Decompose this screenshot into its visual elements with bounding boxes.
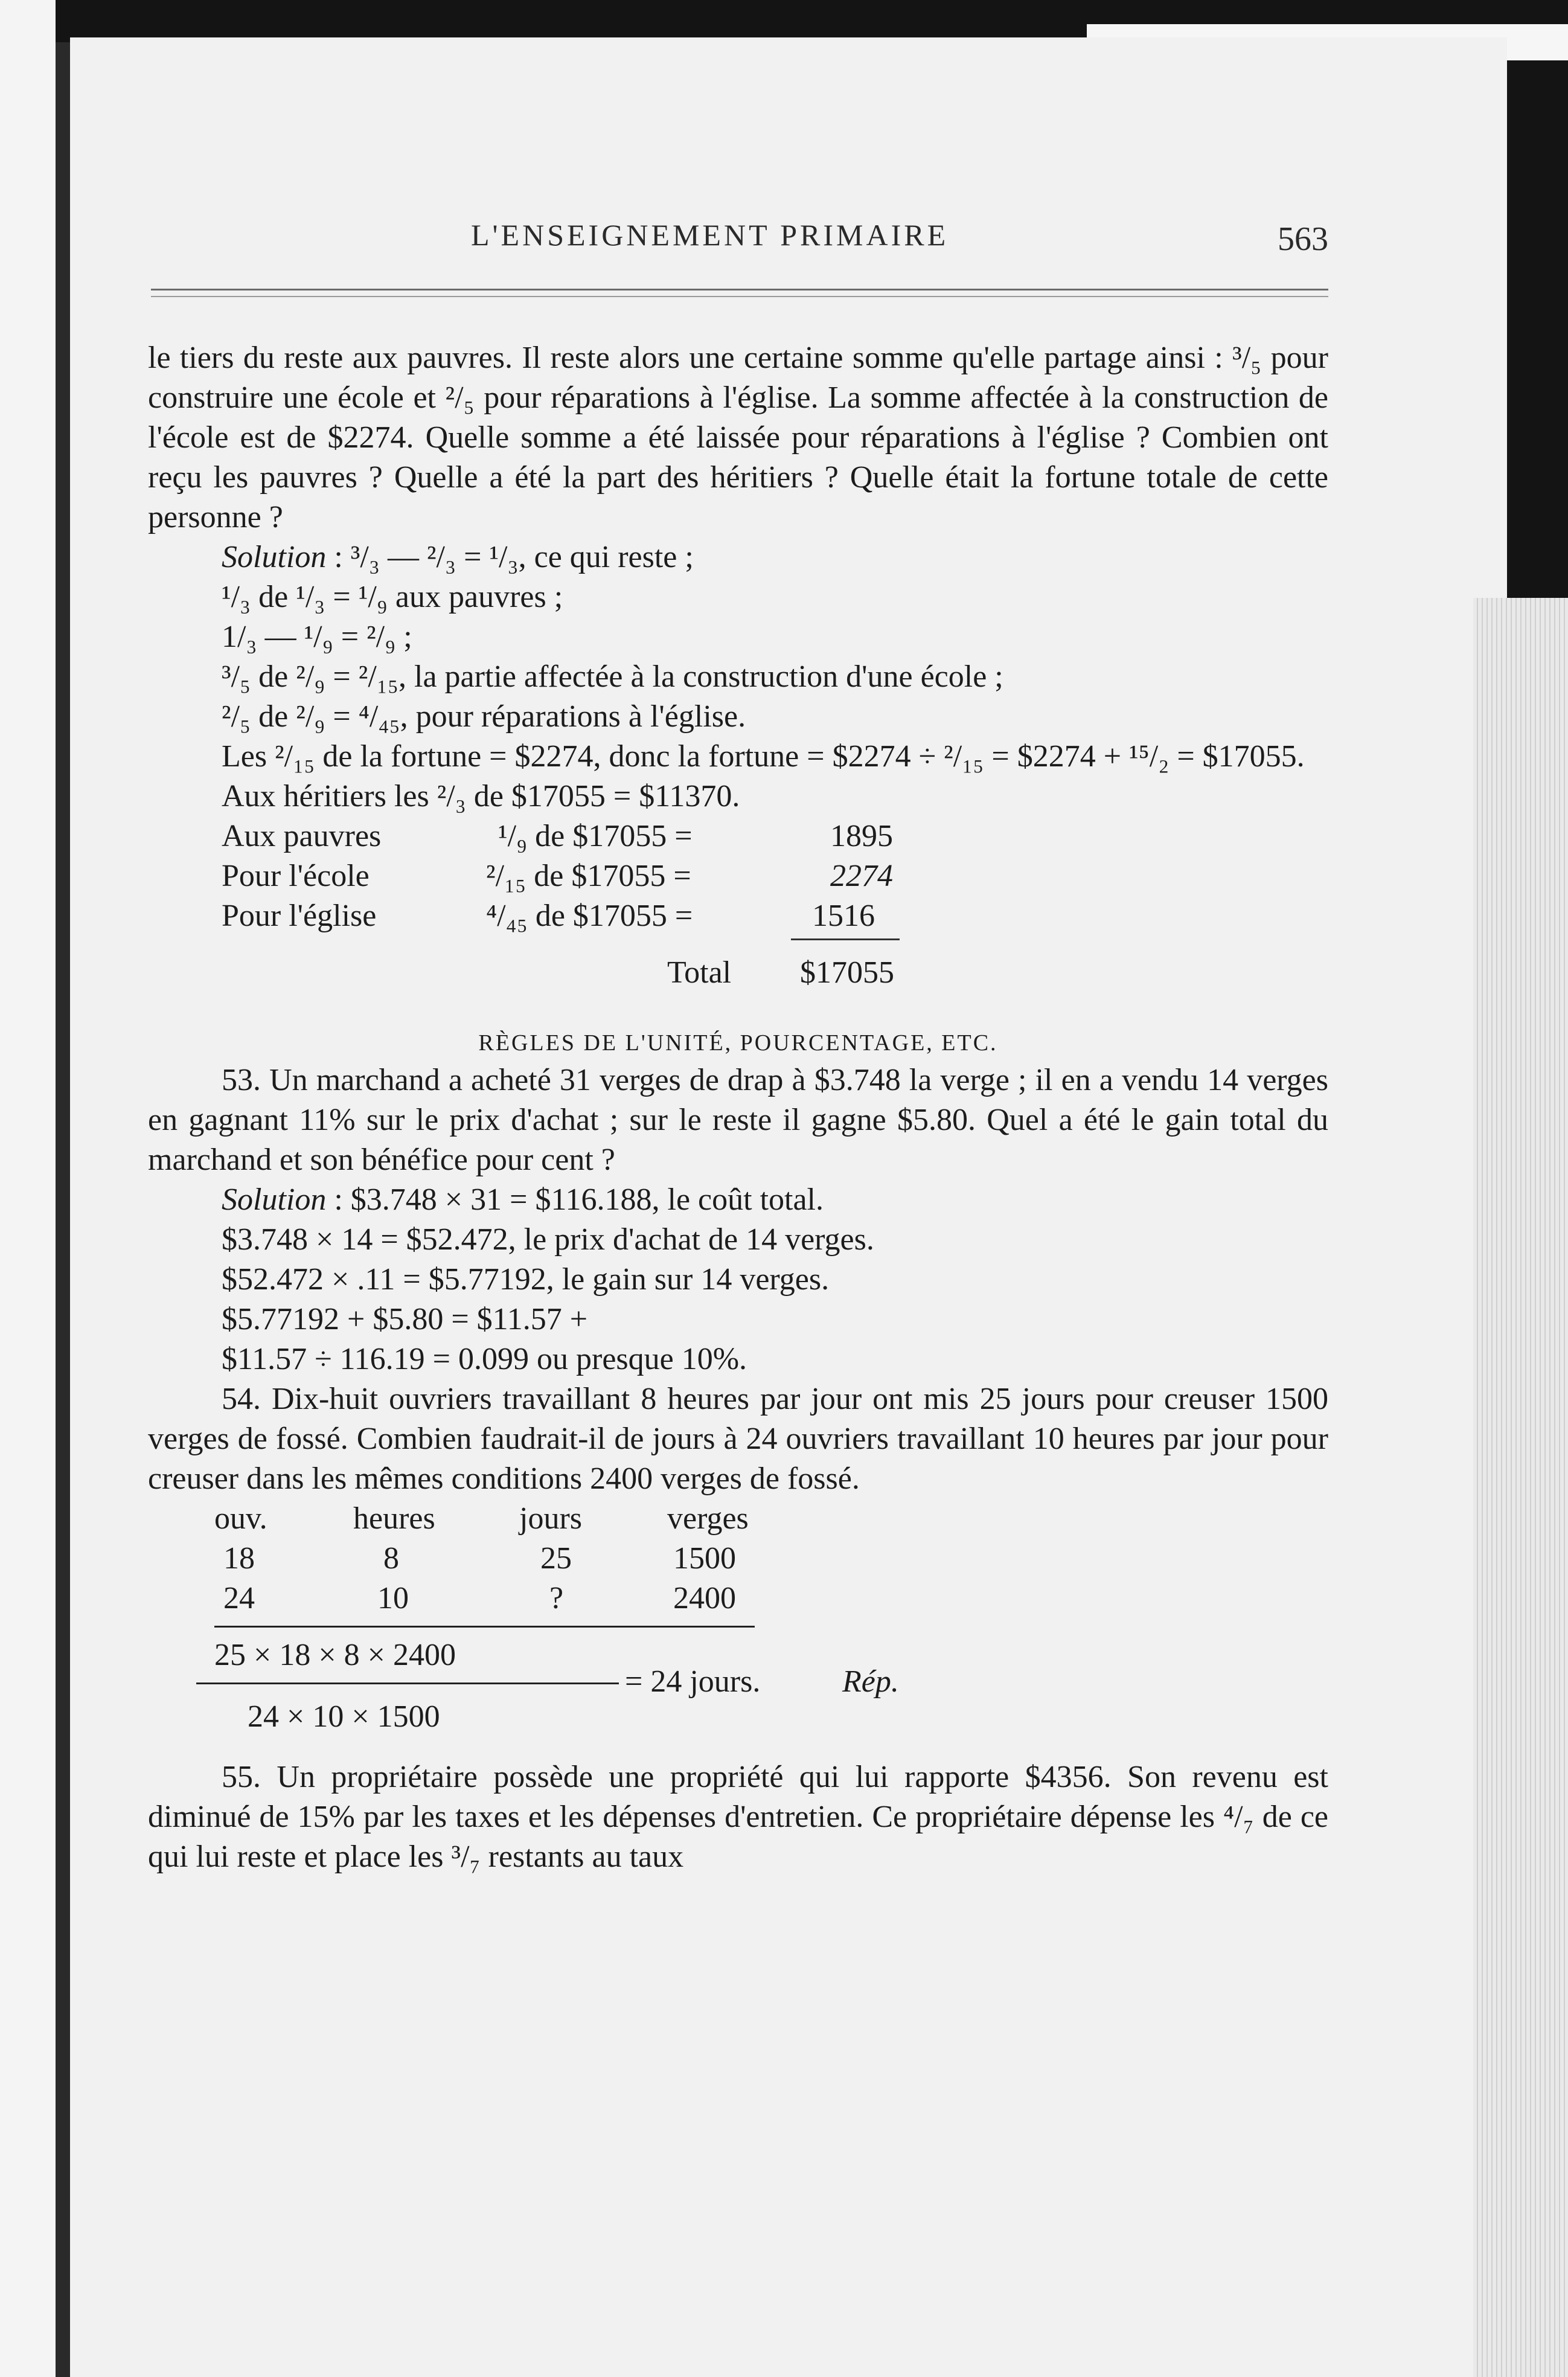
header-rule-thin [151, 296, 1328, 297]
table-header-row [148, 1499, 1328, 1539]
solution-line [148, 537, 1328, 577]
table-cell: ? [549, 1581, 564, 1615]
answer-label: Rép. [842, 1664, 899, 1699]
total-label: Total [667, 955, 732, 990]
share-fraction: ¹/₉ de $17055 = [498, 819, 693, 853]
col-header: ouv. [214, 1501, 267, 1536]
share-label: Pour l'église [222, 899, 377, 933]
solution-line: $11.57 ÷ 116.19 = 0.099 ou presque 10%. [222, 1342, 747, 1376]
share-amount: 1895 [830, 819, 893, 853]
solution-label: Solution [222, 1182, 327, 1217]
table-row [148, 1579, 1328, 1618]
page-body [148, 338, 1328, 1877]
solution-line: ¹/₃ de ¹/₃ = ¹/₉ aux pauvres ; [222, 580, 563, 614]
scan-gutter [56, 42, 70, 2377]
col-header: jours [519, 1501, 582, 1536]
section-heading: RÈGLES DE L'UNITÉ, POURCENTAGE, ETC. [478, 1030, 998, 1056]
col-header: heures [353, 1501, 435, 1536]
solution-text: : $3.748 × 31 = $116.188, le coût total. [326, 1182, 824, 1217]
problem-52-text: le tiers du reste aux pauvres. Il reste alors une certaine somme qu'elle partage ainsi : ³/₅ pour construire une école et ²/₅ pour réparations à l'église. La somme affectée à la construction de l'école est de $2274. Quelle somme a été laissée pour réparations à l'église ? Combien ont reçu les pauvres ? Quelle a été la part des héritiers ? Quelle était la fortune totale de cette personne ? [148, 341, 1328, 534]
table-row [148, 1539, 1328, 1579]
fraction-block [148, 1618, 1328, 1757]
fraction-result: = 24 jours. [625, 1664, 761, 1699]
problem-55-text: 55. Un propriétaire possède une propriété qui lui rapporte $4356. Son revenu est diminué de 15% par les taxes et les dépenses d'entretien. Ce propriétaire dépense les ⁴/₇ de ce qui lui reste et place les ³/₇ restants au taux [148, 1760, 1328, 1874]
solution-text: : ³/₃ — ²/₃ = ¹/₃, ce qui reste ; [326, 540, 694, 574]
table-cell: 2400 [673, 1581, 736, 1615]
solution-line: ²/₅ de ²/₉ = ⁴/₄₅, pour réparations à l'église. [222, 699, 746, 734]
share-row [148, 856, 1328, 896]
table-cell: 8 [383, 1541, 399, 1576]
share-label: Pour l'école [222, 859, 370, 893]
fortune-text: Les ²/₁₅ de la fortune = $2274, donc la fortune = $2274 ÷ ²/₁₅ = $2274 + ¹⁵/₂ = $17055. [222, 739, 1305, 774]
share-fraction: ⁴/₄₅ de $17055 = [486, 899, 693, 933]
solution-line: $52.472 × .11 = $5.77192, le gain sur 14 verges. [222, 1262, 830, 1297]
fraction-bar [196, 1683, 619, 1684]
table-rule [214, 1626, 755, 1628]
solution-label: Solution [222, 540, 327, 574]
table-cell: 10 [377, 1581, 409, 1615]
total-rule [791, 938, 900, 940]
heirs-line: Aux héritiers les ²/₃ de $17055 = $11370. [222, 779, 740, 813]
share-label: Aux pauvres [222, 819, 382, 853]
solution-line: ³/₅ de ²/₉ = ²/₁₅, la partie affectée à la construction d'une école ; [222, 659, 1003, 694]
running-header [151, 217, 1328, 278]
fraction-denominator: 24 × 10 × 1500 [248, 1699, 440, 1734]
solution-line: $5.77192 + $5.80 = $11.57 + [222, 1302, 588, 1336]
problem-53-text: 53. Un marchand a acheté 31 verges de drap à $3.748 la verge ; il en a vendu 14 verges en gagnant 11% sur le prix d'achat ; sur le reste il gagne $5.80. Quel a été le gain total du marchand et son bénéfice pour cent ? [148, 1063, 1328, 1177]
total-amount: $17055 [800, 955, 894, 990]
running-title: L'ENSEIGNEMENT PRIMAIRE [471, 218, 949, 252]
share-amount: 2274 [830, 859, 893, 893]
header-rule [151, 289, 1328, 290]
table-cell: 24 [223, 1581, 255, 1615]
fortune-line [148, 737, 1328, 777]
solution-line: $3.748 × 14 = $52.472, le prix d'achat de 14 verges. [222, 1222, 874, 1257]
share-row [148, 816, 1328, 856]
problem-54-text: 54. Dix-huit ouvriers travaillant 8 heures par jour ont mis 25 jours pour creuser 1500 verges de fossé. Combien faudrait-il de jours à 24 ouvriers travaillant 10 heures par jour pour creuser dans les mêmes conditions 2400 verges de fossé. [148, 1382, 1328, 1496]
table-cell: 25 [540, 1541, 572, 1576]
fraction-numerator: 25 × 18 × 8 × 2400 [214, 1638, 456, 1672]
share-amount: 1516 [812, 899, 875, 933]
solution-line [148, 1180, 1328, 1220]
total-row [148, 936, 1328, 994]
page-edges [1473, 598, 1568, 2377]
share-fraction: ²/₁₅ de $17055 = [486, 859, 691, 893]
share-row [148, 896, 1328, 936]
table-cell: 18 [223, 1541, 255, 1576]
col-header: verges [667, 1501, 749, 1536]
scan-left-margin [0, 0, 56, 2377]
section-heading-block [148, 994, 1328, 1060]
solution-line: 1/₃ — ¹/₉ = ²/₉ ; [222, 620, 412, 654]
page-number: 563 [1278, 220, 1328, 258]
table-cell: 1500 [673, 1541, 736, 1576]
